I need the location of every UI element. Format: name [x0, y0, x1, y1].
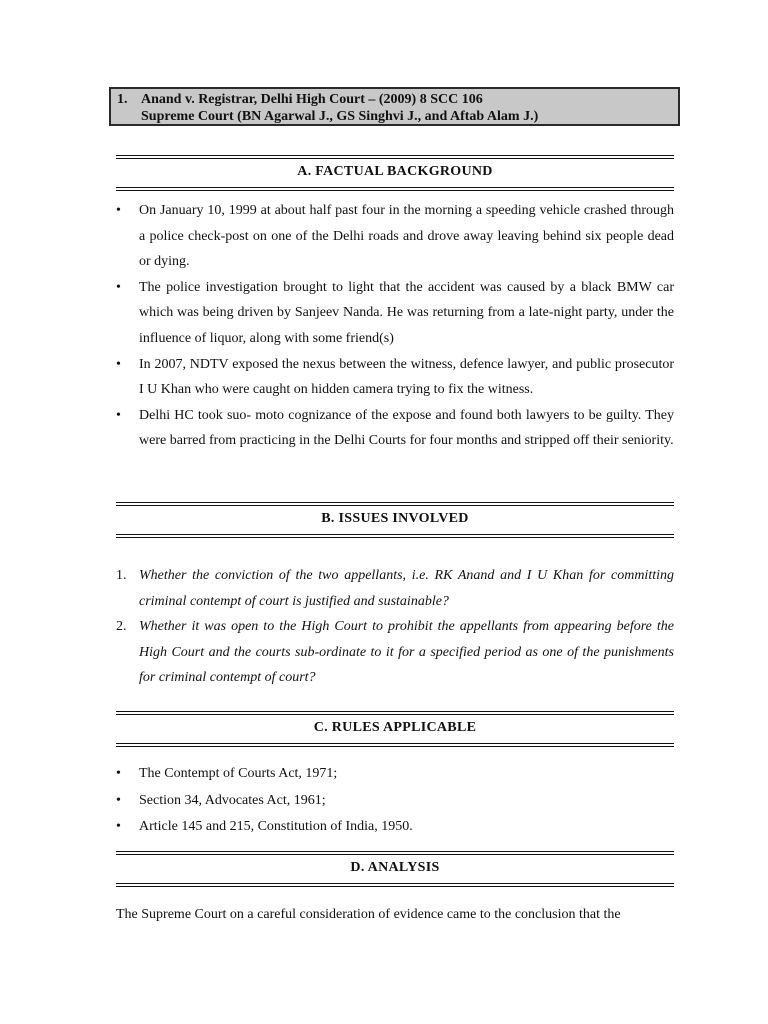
- list-item: [116, 614, 674, 691]
- rules-list: [116, 761, 674, 841]
- list-item: [116, 275, 674, 352]
- list-item-text: Section 34, Advocates Act, 1961;: [139, 792, 326, 808]
- case-court: Supreme Court (BN Agarwal J., GS Singhvi J., and Aftab Alam J.): [141, 109, 539, 124]
- list-item-text: Whether it was open to the High Court to prohibit the appellants from appearing before the High Court and the courts sub-ordinate to it for a specified period as one of the punishments for criminal contempt of court?: [139, 619, 674, 686]
- section-title: D. ANALYSIS: [350, 860, 440, 875]
- bullet-icon: •: [116, 766, 121, 781]
- list-item: [116, 761, 674, 788]
- list-item-text: The police investigation brought to light that the accident was caused by a black BMW car which was being driven by Sanjeev Nanda. He was returning from a late-night party, under the influence of liquor, along with some friend(s): [139, 279, 674, 346]
- list-item-text: Whether the conviction of the two appellants, i.e. RK Anand and I U Khan for committing criminal contempt of court is justified and sustainable?: [139, 568, 674, 609]
- list-item-text: The Contempt of Courts Act, 1971;: [139, 766, 338, 781]
- section-heading-factual-background: [116, 155, 674, 191]
- list-item: [116, 788, 674, 815]
- list-item-number: 1.: [116, 568, 127, 583]
- case-number: 1.: [117, 92, 128, 107]
- section-heading-issues-involved: [116, 502, 674, 538]
- list-item-text: Article 145 and 215, Constitution of India, 1950.: [139, 819, 413, 834]
- list-item-number: 2.: [116, 619, 127, 635]
- case-title: Anand v. Registrar, Delhi High Court – (2009) 8 SCC 106: [141, 92, 483, 107]
- bullet-icon: •: [116, 203, 121, 218]
- list-item: [116, 814, 674, 841]
- section-title: A. FACTUAL BACKGROUND: [297, 164, 493, 179]
- list-item-text: Delhi HC took suo- moto cognizance of the expose and found both lawyers to be guilty. They were barred from practicing in the Delhi Courts for four months and stripped off their seniority.: [139, 407, 674, 449]
- bullet-icon: •: [116, 819, 121, 834]
- list-item: [116, 403, 674, 454]
- list-item: [116, 563, 674, 614]
- analysis-paragraph: The Supreme Court on a careful consideration of evidence came to the conclusion that the: [116, 907, 621, 922]
- section-heading-analysis: [116, 851, 674, 887]
- bullet-icon: •: [116, 356, 121, 372]
- list-item-text: On January 10, 1999 at about half past four in the morning a speeding vehicle crashed through a police check-post on one of the Delhi roads and drove away leaving behind six people dead or dying.: [139, 203, 674, 270]
- bullet-icon: •: [116, 407, 121, 423]
- issues-list: [116, 563, 674, 691]
- section-title: C. RULES APPLICABLE: [313, 720, 477, 735]
- list-item-text: In 2007, NDTV exposed the nexus between the witness, defence lawyer, and public prosecutor I U Khan who were caught on hidden camera trying to fix the witness.: [139, 356, 674, 398]
- bullet-icon: •: [116, 792, 121, 808]
- bullet-icon: •: [116, 279, 121, 295]
- list-item: [116, 352, 674, 403]
- section-heading-rules-applicable: [116, 711, 674, 747]
- list-item: [116, 198, 674, 275]
- case-citation-box: [109, 87, 680, 126]
- section-title: B. ISSUES INVOLVED: [321, 511, 469, 526]
- factual-background-list: [116, 198, 674, 454]
